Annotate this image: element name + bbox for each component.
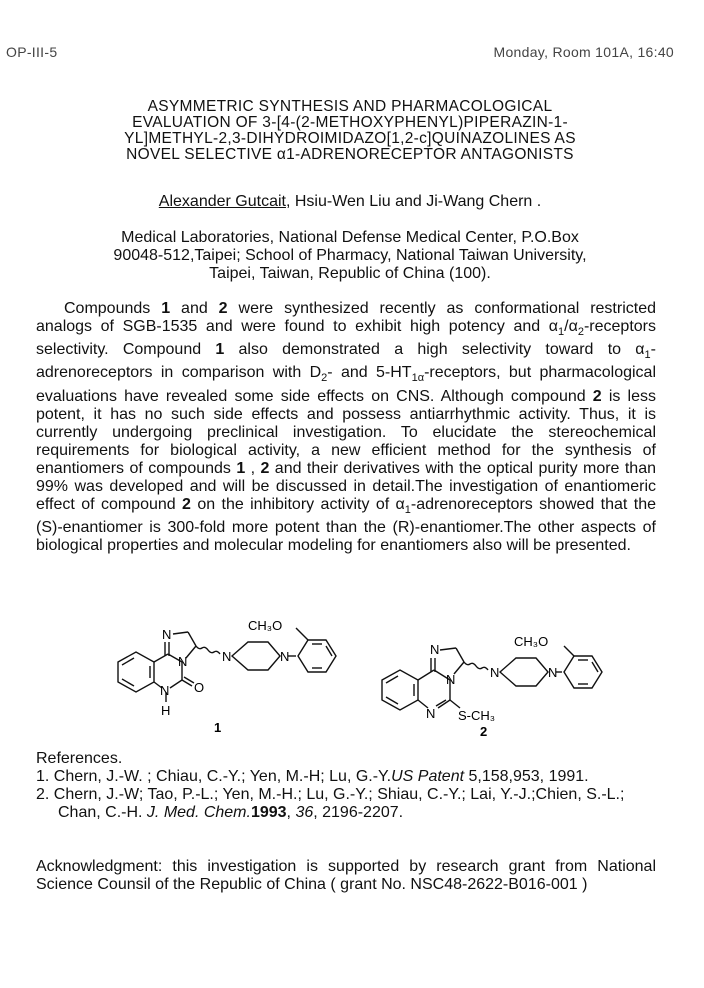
- abstract-body: [36, 300, 656, 555]
- affiliation-line: Taipei, Taiwan, Republic of China (100).: [209, 265, 491, 282]
- text-run: also demonstrated a high selectivity toward to α: [224, 341, 645, 359]
- atom-label: O: [194, 680, 205, 695]
- references-heading: References.: [36, 750, 123, 767]
- text-run: -adrenoreceptors showed that the (S)-enantiomer is 300-fold more potent than the (R)-enantiomer.The other aspects of biological properties and molecular modeling for enantiomers also will be presented.: [36, 495, 656, 554]
- atom-label: N: [280, 649, 290, 664]
- text-run: 5,158,953, 1991.: [464, 768, 589, 785]
- atom-label: CH₃O: [248, 618, 283, 633]
- atom-label: N: [548, 665, 558, 680]
- text-run: 1: [404, 503, 411, 516]
- text-run: Compounds: [64, 300, 162, 317]
- reference-item: [36, 768, 666, 786]
- session-info: Monday, Room 101A, 16:40: [493, 44, 674, 60]
- atom-label: H: [161, 703, 171, 718]
- text-run: 36: [295, 804, 314, 821]
- paper-title: [40, 99, 660, 163]
- atom-label: N: [162, 627, 172, 642]
- text-run: -adrenoreceptors in comparison with D: [36, 341, 656, 382]
- text-run: - and 5-HT: [327, 364, 412, 382]
- atom-label: N: [222, 649, 232, 664]
- text-run: 2: [577, 326, 584, 339]
- affiliation-line: Medical Laboratories, National Defense Medical Center, P.O.Box: [121, 229, 579, 246]
- text-run: , 2196-2207.: [313, 804, 404, 821]
- atom-label: N: [160, 683, 170, 698]
- text-run: were synthesized recently as conformational restricted analogs of SGB-1535 and were found to exhibit high potency and α: [36, 300, 656, 335]
- title-line: NOVEL SELECTIVE α1-ADRENORECEPTOR ANTAGONISTS: [126, 146, 574, 163]
- title-line: ASYMMETRIC SYNTHESIS AND PHARMACOLOGICAL: [147, 98, 553, 115]
- text-run: -receptors selectivity. Compound: [36, 318, 656, 359]
- text-run: 1: [161, 300, 171, 317]
- acknowledgment: Acknowledgment: this investigation is supported by research grant from National Science Counsil of the Republic of China ( grant No. NSC48-2622-B016-001 ): [36, 858, 656, 893]
- text-run: 1: [215, 341, 225, 359]
- text-run: 2: [260, 459, 270, 477]
- text-run: 2: [182, 495, 191, 513]
- text-run: 2: [218, 300, 228, 317]
- text-run: 1: [558, 326, 565, 339]
- author-list: [40, 193, 660, 211]
- text-run: 2. Chern, J.-W; Tao, P.-L.; Yen, M.-H.; Lu, G.-Y.; Shiau, C.-Y.; Lai, Y.-J.;Chien, S.-L.; Chan, C.-H.: [36, 786, 625, 821]
- text-run: 1: [644, 349, 651, 362]
- text-run: ,: [245, 459, 261, 477]
- text-run: on the inhibitory activity of α: [190, 495, 405, 513]
- text-run: 2: [321, 372, 328, 385]
- text-run: 2: [592, 387, 602, 405]
- atom-label: S-CH₃: [458, 708, 496, 723]
- affiliation-line: 90048-512,Taipei; School of Pharmacy, National Taiwan University,: [113, 247, 587, 264]
- text-run: 1: [236, 459, 246, 477]
- structure-compound-2: [376, 624, 616, 742]
- atom-label: N: [426, 706, 436, 721]
- structure-compound-1: [108, 612, 348, 740]
- reference-item: 2. Chern, J.-W; Tao, P.-L.; Yen, M.-H.; Lu, G.-Y.; Shiau, C.-Y.; Lai, Y.-J.;Chien, S.-L.; Chan, C.-H. J. Med. Chem.1993, 36, 2196-2207.: [36, 786, 625, 821]
- co-authors: , Hsiu-Wen Liu and Ji-Wang Chern .: [285, 193, 542, 210]
- text-run: and: [170, 300, 219, 317]
- atom-label: N: [490, 665, 500, 680]
- compound-number: 1: [214, 720, 222, 735]
- affiliation: [40, 229, 660, 283]
- presenting-author: Alexander Gutcait: [158, 193, 286, 210]
- text-run: J. Med. Chem.: [146, 804, 251, 821]
- text-run: US Patent: [391, 768, 465, 785]
- text-run: is less potent, it has no such side effects and possess antiarrhythmic activity. Thus, it is currently undergoing preclinical investigation. To elucidate the stereochemical requirements for biological activity, a new efficient method for the synthesis of enantiomers of compounds: [36, 387, 656, 477]
- atom-label: N: [430, 642, 440, 657]
- text-run: 1. Chern, J.-W. ; Chiau, C.-Y.; Yen, M.-H; Lu, G.-Y.: [36, 768, 392, 785]
- text-run: 1993: [250, 804, 287, 821]
- session-code: OP-III-5: [6, 44, 58, 60]
- compound-number: 2: [480, 724, 488, 739]
- atom-label: N: [178, 654, 188, 669]
- title-line: YL]METHYL-2,3-DIHYDROIMIDAZO[1,2-c]QUINAZOLINES AS: [124, 130, 576, 147]
- atom-label: N: [446, 672, 456, 687]
- text-run: 1α: [411, 372, 425, 385]
- text-run: -receptors, but pharmacological evaluations have revealed some side effects on CNS. Although compound: [36, 364, 657, 405]
- text-run: and their derivatives with the optical purity more than 99% was developed and will be discussed in detail.The investigation of enantiomeric effect of compound: [36, 459, 657, 513]
- title-line: EVALUATION OF 3-[4-(2-METHOXYPHENYL)PIPERAZIN-1-: [132, 114, 568, 131]
- text-run: /α: [564, 318, 578, 335]
- atom-label: CH₃O: [514, 634, 549, 649]
- references: [36, 750, 666, 822]
